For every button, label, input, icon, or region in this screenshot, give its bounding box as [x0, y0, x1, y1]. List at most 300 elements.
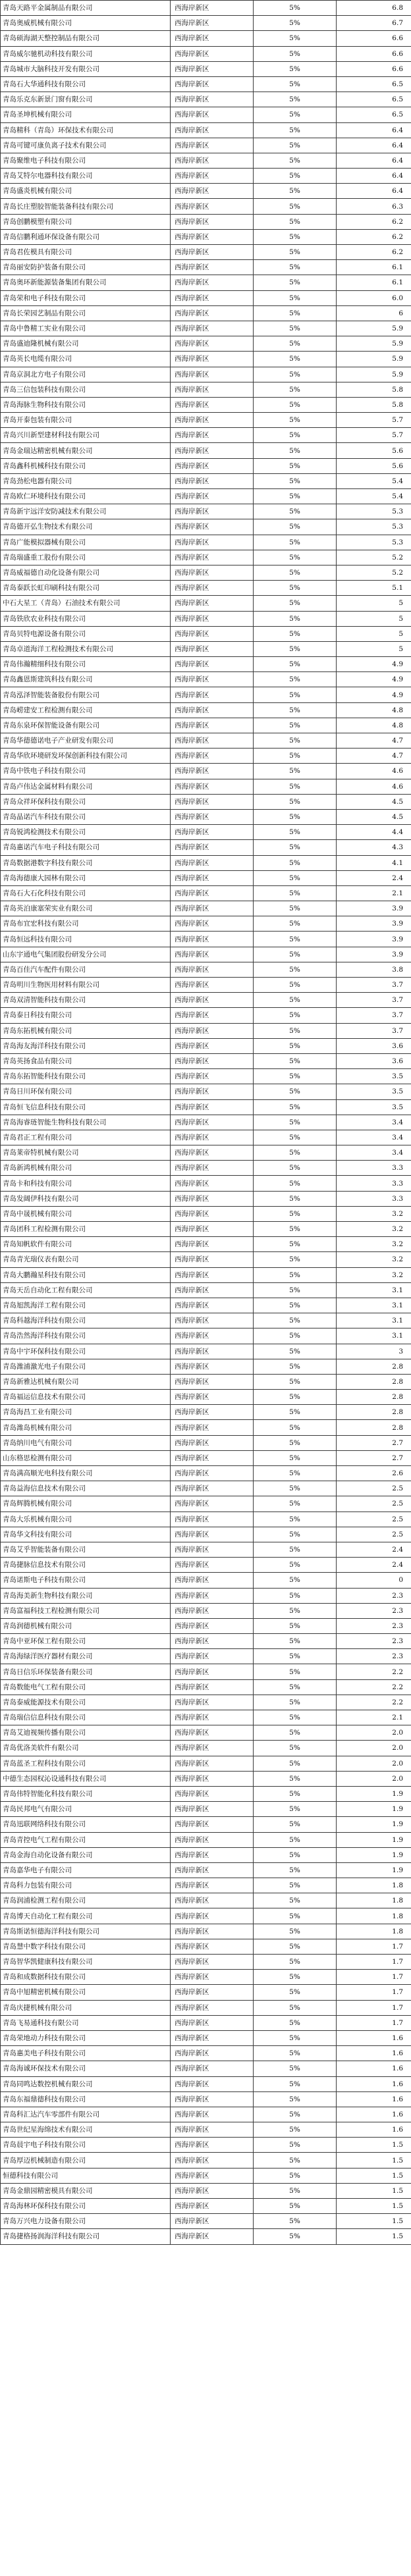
company-name-cell: 青岛英长电缆有限公司: [1, 352, 171, 367]
value-cell: 3.5: [337, 1069, 411, 1084]
table-row: [1, 1542, 411, 1557]
value-cell: 3.2: [337, 1222, 411, 1237]
company-name-cell: 青岛恒飞信息科技有限公司: [1, 1099, 171, 1115]
table-row: [1, 718, 411, 733]
value-cell: 1.6: [337, 2076, 411, 2091]
company-name-cell: 青岛数能电气工程有限公司: [1, 1679, 171, 1695]
district-cell: 西海岸新区: [171, 1130, 254, 1145]
rate-cell: 5%: [254, 2183, 337, 2198]
district-cell: 西海岸新区: [171, 1664, 254, 1679]
rate-cell: 5%: [254, 76, 337, 92]
rate-cell: 5%: [254, 1939, 337, 1954]
district-cell: 西海岸新区: [171, 1893, 254, 1908]
company-name-cell: 青岛盛炎机械有限公司: [1, 184, 171, 199]
value-cell: 2.5: [337, 1496, 411, 1511]
district-cell: 西海岸新区: [171, 1115, 254, 1130]
table-row: [1, 1191, 411, 1206]
company-name-cell: 青岛双清智能科技有限公司: [1, 993, 171, 1008]
company-name-cell: 青岛海美新生物科技有限公司: [1, 1588, 171, 1603]
table-row: [1, 794, 411, 809]
rate-cell: 5%: [254, 184, 337, 199]
district-cell: 西海岸新区: [171, 1390, 254, 1405]
rate-cell: 5%: [254, 382, 337, 397]
company-name-cell: 青岛蓝圣工程科技有限公司: [1, 1756, 171, 1771]
value-cell: 1.7: [337, 2015, 411, 2030]
table-row: [1, 2214, 411, 2229]
value-cell: 1.5: [337, 2183, 411, 2198]
rate-cell: 5%: [254, 794, 337, 809]
district-cell: 西海岸新区: [171, 1939, 254, 1954]
value-cell: 6.6: [337, 46, 411, 61]
table-row: [1, 1496, 411, 1511]
table-row: [1, 2168, 411, 2183]
district-cell: 西海岸新区: [171, 550, 254, 565]
table-row: [1, 1359, 411, 1374]
district-cell: 西海岸新区: [171, 794, 254, 809]
district-cell: 西海岸新区: [171, 1206, 254, 1221]
table-row: [1, 1313, 411, 1328]
value-cell: 3.5: [337, 1099, 411, 1115]
table-row: [1, 1298, 411, 1313]
rate-cell: 5%: [254, 229, 337, 244]
district-cell: 西海岸新区: [171, 901, 254, 916]
district-cell: 西海岸新区: [171, 840, 254, 855]
table-row: [1, 825, 411, 840]
company-name-cell: 青岛智华凯健康科技有限公司: [1, 1955, 171, 1970]
value-cell: 1.9: [337, 1802, 411, 1817]
rate-cell: 5%: [254, 779, 337, 794]
company-name-cell: 青岛晶诺汽车科技有限公司: [1, 809, 171, 824]
table-row: [1, 504, 411, 519]
rate-cell: 5%: [254, 1099, 337, 1115]
company-name-cell: 青岛卓道海洋工程检测技术有限公司: [1, 641, 171, 656]
company-name-cell: 青岛旭凯海洋工程有限公司: [1, 1298, 171, 1313]
company-name-cell: 青岛浩然海洋科技有限公司: [1, 1328, 171, 1344]
rate-cell: 5%: [254, 1924, 337, 1939]
rate-cell: 5%: [254, 1634, 337, 1649]
value-cell: 1.7: [337, 1970, 411, 1985]
company-name-cell: 青岛荣和电子科技有限公司: [1, 290, 171, 305]
table-row: [1, 1420, 411, 1435]
rate-cell: 5%: [254, 1664, 337, 1679]
rate-cell: 5%: [254, 1695, 337, 1710]
rate-cell: 5%: [254, 1985, 337, 2000]
rate-cell: 5%: [254, 825, 337, 840]
company-name-cell: 青岛奥环新能源装备集团有限公司: [1, 275, 171, 290]
rate-cell: 5%: [254, 581, 337, 596]
district-cell: 西海岸新区: [171, 2030, 254, 2045]
value-cell: 6.1: [337, 275, 411, 290]
rate-cell: 5%: [254, 397, 337, 412]
rate-cell: 5%: [254, 290, 337, 305]
rate-cell: 5%: [254, 1817, 337, 1832]
company-name-cell: 青岛鑫科机械科技有限公司: [1, 458, 171, 473]
district-cell: 西海岸新区: [171, 1435, 254, 1450]
district-cell: 西海岸新区: [171, 16, 254, 31]
value-cell: 5.2: [337, 550, 411, 565]
district-cell: 西海岸新区: [171, 1985, 254, 2000]
rate-cell: 5%: [254, 672, 337, 687]
table-row: [1, 1038, 411, 1053]
value-cell: 5.6: [337, 443, 411, 458]
district-cell: 西海岸新区: [171, 809, 254, 824]
district-cell: 西海岸新区: [171, 1634, 254, 1649]
company-name-cell: 青岛泰威能源技术有限公司: [1, 1695, 171, 1710]
company-name-cell: 青岛润浦检测工程有限公司: [1, 1893, 171, 1908]
value-cell: 5.9: [337, 352, 411, 367]
district-cell: 西海岸新区: [171, 764, 254, 779]
company-name-cell: 青岛明川生物医用材料有限公司: [1, 978, 171, 993]
rate-cell: 5%: [254, 2061, 337, 2076]
company-name-cell: 青岛斯诺恒德海洋科技有限公司: [1, 1924, 171, 1939]
rate-cell: 5%: [254, 1344, 337, 1359]
company-name-cell: 青岛卢伟达金属材料有限公司: [1, 779, 171, 794]
district-cell: 西海岸新区: [171, 2076, 254, 2091]
rate-cell: 5%: [254, 1390, 337, 1405]
district-cell: 西海岸新区: [171, 31, 254, 46]
value-cell: 1.6: [337, 2030, 411, 2045]
value-cell: 4.4: [337, 825, 411, 840]
district-cell: 西海岸新区: [171, 1, 254, 16]
district-cell: 西海岸新区: [171, 199, 254, 214]
table-body: [1, 1, 411, 2245]
value-cell: 5.3: [337, 504, 411, 519]
table-row: [1, 1832, 411, 1847]
table-row: [1, 1405, 411, 1420]
table-row: [1, 626, 411, 641]
table-row: [1, 1069, 411, 1084]
rate-cell: 5%: [254, 702, 337, 718]
rate-cell: 5%: [254, 550, 337, 565]
rate-cell: 5%: [254, 2046, 337, 2061]
value-cell: 3.9: [337, 916, 411, 932]
rate-cell: 5%: [254, 1496, 337, 1511]
company-name-cell: 青岛日信乐环保装备有限公司: [1, 1664, 171, 1679]
table-row: [1, 2183, 411, 2198]
table-row: [1, 2015, 411, 2030]
table-row: [1, 809, 411, 824]
rate-cell: 5%: [254, 107, 337, 122]
rate-cell: 5%: [254, 519, 337, 535]
rate-cell: 5%: [254, 749, 337, 764]
district-cell: 西海岸新区: [171, 305, 254, 321]
table-row: [1, 733, 411, 749]
company-name-cell: 青岛民邦电气有限公司: [1, 1802, 171, 1817]
table-row: [1, 260, 411, 275]
rate-cell: 5%: [254, 2030, 337, 2045]
district-cell: 西海岸新区: [171, 1955, 254, 1970]
district-cell: 西海岸新区: [171, 1069, 254, 1084]
company-name-cell: 青岛捷格扬润海洋科技有限公司: [1, 2229, 171, 2244]
company-name-cell: 青岛嘉华电子有限公司: [1, 1862, 171, 1878]
district-cell: 西海岸新区: [171, 290, 254, 305]
district-cell: 西海岸新区: [171, 611, 254, 626]
company-name-cell: 青岛日川环保有限公司: [1, 1084, 171, 1099]
district-cell: 西海岸新区: [171, 1832, 254, 1847]
rate-cell: 5%: [254, 275, 337, 290]
company-name-cell: 青岛英泊康塞荣实业有限公司: [1, 901, 171, 916]
table-row: [1, 1802, 411, 1817]
rate-cell: 5%: [254, 1573, 337, 1588]
table-row: [1, 1664, 411, 1679]
rate-cell: 5%: [254, 1298, 337, 1313]
table-row: [1, 596, 411, 611]
table-row: [1, 1161, 411, 1176]
district-cell: 西海岸新区: [171, 870, 254, 885]
value-cell: 3.7: [337, 978, 411, 993]
table-row: [1, 840, 411, 855]
district-cell: 西海岸新区: [171, 1008, 254, 1023]
table-row: [1, 2091, 411, 2107]
value-cell: 5: [337, 596, 411, 611]
value-cell: 6.4: [337, 184, 411, 199]
value-cell: 2.7: [337, 1435, 411, 1450]
table-row: [1, 336, 411, 352]
district-cell: 西海岸新区: [171, 1527, 254, 1542]
district-cell: 西海岸新区: [171, 245, 254, 260]
table-row: [1, 92, 411, 107]
company-name-cell: 青岛盛迪隆机械有限公司: [1, 336, 171, 352]
district-cell: 西海岸新区: [171, 1756, 254, 1771]
district-cell: 西海岸新区: [171, 519, 254, 535]
value-cell: 5.4: [337, 473, 411, 488]
district-cell: 西海岸新区: [171, 1466, 254, 1481]
value-cell: 5.8: [337, 382, 411, 397]
rate-cell: 5%: [254, 1679, 337, 1695]
rate-cell: 5%: [254, 473, 337, 488]
value-cell: 1.5: [337, 2168, 411, 2183]
district-cell: 西海岸新区: [171, 46, 254, 61]
table-row: [1, 1115, 411, 1130]
table-row: [1, 1435, 411, 1450]
district-cell: 西海岸新区: [171, 367, 254, 382]
company-name-cell: 青岛捷脉信息技术有限公司: [1, 1558, 171, 1573]
district-cell: 西海岸新区: [171, 1542, 254, 1557]
rate-cell: 5%: [254, 2015, 337, 2030]
company-name-cell: 中石大星工（青岛）石油技术有限公司: [1, 596, 171, 611]
district-cell: 西海岸新区: [171, 2122, 254, 2138]
district-cell: 西海岸新区: [171, 76, 254, 92]
value-cell: 3.1: [337, 1313, 411, 1328]
company-name-cell: 青岛新雅达机械有限公司: [1, 1374, 171, 1389]
table-row: [1, 1099, 411, 1115]
table-row: [1, 443, 411, 458]
company-name-cell: 青岛潍浦激光电子有限公司: [1, 1359, 171, 1374]
district-cell: 西海岸新区: [171, 61, 254, 76]
rate-cell: 5%: [254, 2122, 337, 2138]
company-name-cell: 青岛石大石化科技有限公司: [1, 885, 171, 901]
company-name-cell: 青岛君正工程有限公司: [1, 1130, 171, 1145]
district-cell: 西海岸新区: [171, 275, 254, 290]
district-cell: 西海岸新区: [171, 2138, 254, 2153]
value-cell: 5.7: [337, 428, 411, 443]
table-row: [1, 1008, 411, 1023]
table-row: [1, 275, 411, 290]
rate-cell: 5%: [254, 565, 337, 580]
table-row: [1, 550, 411, 565]
rate-cell: 5%: [254, 443, 337, 458]
company-name-cell: 青岛新宇远洋安防减技术有限公司: [1, 504, 171, 519]
rate-cell: 5%: [254, 92, 337, 107]
district-cell: 西海岸新区: [171, 1862, 254, 1878]
table-row: [1, 641, 411, 656]
district-cell: 西海岸新区: [171, 1405, 254, 1420]
rate-cell: 5%: [254, 413, 337, 428]
table-row: [1, 901, 411, 916]
rate-cell: 5%: [254, 305, 337, 321]
company-name-cell: 青岛欧仁环境科技有限公司: [1, 489, 171, 504]
rate-cell: 5%: [254, 1832, 337, 1847]
value-cell: 2.2: [337, 1695, 411, 1710]
company-name-cell: 青岛伟特智能化科技有限公司: [1, 1786, 171, 1801]
company-name-cell: 青岛金瑞达精密机械有限公司: [1, 443, 171, 458]
table-row: [1, 1862, 411, 1878]
rate-cell: 5%: [254, 962, 337, 977]
table-row: [1, 1328, 411, 1344]
table-row: [1, 916, 411, 932]
district-cell: 西海岸新区: [171, 1618, 254, 1633]
district-cell: 西海岸新区: [171, 2046, 254, 2061]
rate-cell: 5%: [254, 16, 337, 31]
district-cell: 西海岸新区: [171, 1450, 254, 1465]
district-cell: 西海岸新区: [171, 718, 254, 733]
district-cell: 西海岸新区: [171, 1038, 254, 1053]
table-row: [1, 2122, 411, 2138]
value-cell: 6.3: [337, 199, 411, 214]
district-cell: 西海岸新区: [171, 2107, 254, 2122]
company-name-cell: 青岛可键可康负离子技术有限公司: [1, 138, 171, 153]
company-name-cell: 青岛天路平金属制品有限公司: [1, 1, 171, 16]
table-row: [1, 1267, 411, 1282]
table-row: [1, 932, 411, 947]
table-row: [1, 352, 411, 367]
value-cell: 5.3: [337, 519, 411, 535]
district-cell: 西海岸新区: [171, 1679, 254, 1695]
table-row: [1, 1222, 411, 1237]
district-cell: 西海岸新区: [171, 1802, 254, 1817]
district-cell: 西海岸新区: [171, 702, 254, 718]
district-cell: 西海岸新区: [171, 122, 254, 138]
table-row: [1, 687, 411, 702]
value-cell: 3.4: [337, 1130, 411, 1145]
rate-cell: 5%: [254, 1206, 337, 1221]
company-name-cell: 青岛中旭精密机械有限公司: [1, 1985, 171, 2000]
company-name-cell: 青岛润德机械有限公司: [1, 1618, 171, 1633]
value-cell: 5.6: [337, 458, 411, 473]
rate-cell: 5%: [254, 1405, 337, 1420]
value-cell: 1.9: [337, 1832, 411, 1847]
company-name-cell: 青岛威尔驰机动科技有限公司: [1, 46, 171, 61]
rate-cell: 5%: [254, 2138, 337, 2153]
rate-cell: 5%: [254, 657, 337, 672]
table-row: [1, 1817, 411, 1832]
district-cell: 西海岸新区: [171, 1695, 254, 1710]
rate-cell: 5%: [254, 352, 337, 367]
table-row: [1, 1176, 411, 1191]
company-name-cell: 青岛长荣园艺制品有限公司: [1, 305, 171, 321]
district-cell: 西海岸新区: [171, 1282, 254, 1298]
company-name-cell: 青岛圣坤机械有限公司: [1, 107, 171, 122]
district-cell: 西海岸新区: [171, 458, 254, 473]
rate-cell: 5%: [254, 809, 337, 824]
value-cell: 3.7: [337, 1023, 411, 1038]
table-row: [1, 1985, 411, 2000]
value-cell: 3.9: [337, 947, 411, 962]
district-cell: 西海岸新区: [171, 1588, 254, 1603]
table-row: [1, 169, 411, 184]
value-cell: 2.0: [337, 1725, 411, 1741]
company-name-cell: 青岛广能模拟器械有限公司: [1, 535, 171, 550]
value-cell: 3.3: [337, 1176, 411, 1191]
table-row: [1, 870, 411, 885]
company-name-cell: 青岛团科工程检测有限公司: [1, 1222, 171, 1237]
table-row: [1, 519, 411, 535]
rate-cell: 5%: [254, 1603, 337, 1618]
rate-cell: 5%: [254, 840, 337, 855]
value-cell: 1.9: [337, 1847, 411, 1862]
rate-cell: 5%: [254, 1862, 337, 1878]
table-row: [1, 1390, 411, 1405]
rate-cell: 5%: [254, 1542, 337, 1557]
table-row: [1, 122, 411, 138]
table-row: [1, 1252, 411, 1267]
district-cell: 西海岸新区: [171, 336, 254, 352]
company-name-cell: 青岛鑫恩斯建筑科技有限公司: [1, 672, 171, 687]
value-cell: 2.7: [337, 1450, 411, 1465]
table-row: [1, 993, 411, 1008]
rate-cell: 5%: [254, 1084, 337, 1099]
rate-cell: 5%: [254, 31, 337, 46]
value-cell: 2.8: [337, 1390, 411, 1405]
table-row: [1, 1084, 411, 1099]
district-cell: 西海岸新区: [171, 1878, 254, 1893]
table-row: [1, 107, 411, 122]
company-name-cell: 青岛劲松电器有限公司: [1, 473, 171, 488]
company-name-cell: 青岛科力包装有限公司: [1, 1878, 171, 1893]
value-cell: 2.3: [337, 1634, 411, 1649]
rate-cell: 5%: [254, 1328, 337, 1344]
value-cell: 6.5: [337, 92, 411, 107]
value-cell: 2.4: [337, 870, 411, 885]
value-cell: 3.4: [337, 1115, 411, 1130]
rate-cell: 5%: [254, 870, 337, 885]
company-name-cell: 青岛新鸿机械有限公司: [1, 1161, 171, 1176]
rate-cell: 5%: [254, 1466, 337, 1481]
company-name-cell: 青岛科汇达汽车零部件有限公司: [1, 2107, 171, 2122]
rate-cell: 5%: [254, 916, 337, 932]
table-row: [1, 1145, 411, 1161]
district-cell: 西海岸新区: [171, 504, 254, 519]
value-cell: 5.3: [337, 535, 411, 550]
district-cell: 西海岸新区: [171, 993, 254, 1008]
company-name-cell: 青岛发阔伊科技有限公司: [1, 1191, 171, 1206]
table-row: [1, 1450, 411, 1465]
company-name-cell: 青岛奥威机械有限公司: [1, 16, 171, 31]
company-name-cell: 青岛海友海洋科技有限公司: [1, 1038, 171, 1053]
district-cell: 西海岸新区: [171, 2168, 254, 2183]
table-row: [1, 2229, 411, 2244]
district-cell: 西海岸新区: [171, 2091, 254, 2107]
district-cell: 西海岸新区: [171, 1176, 254, 1191]
district-cell: 西海岸新区: [171, 932, 254, 947]
table-row: [1, 962, 411, 977]
table-row: [1, 1130, 411, 1145]
value-cell: 1.6: [337, 2107, 411, 2122]
district-cell: 西海岸新区: [171, 1908, 254, 1924]
company-name-cell: 青岛瑞信信息科技有限公司: [1, 1710, 171, 1725]
table-row: [1, 764, 411, 779]
table-row: [1, 1558, 411, 1573]
